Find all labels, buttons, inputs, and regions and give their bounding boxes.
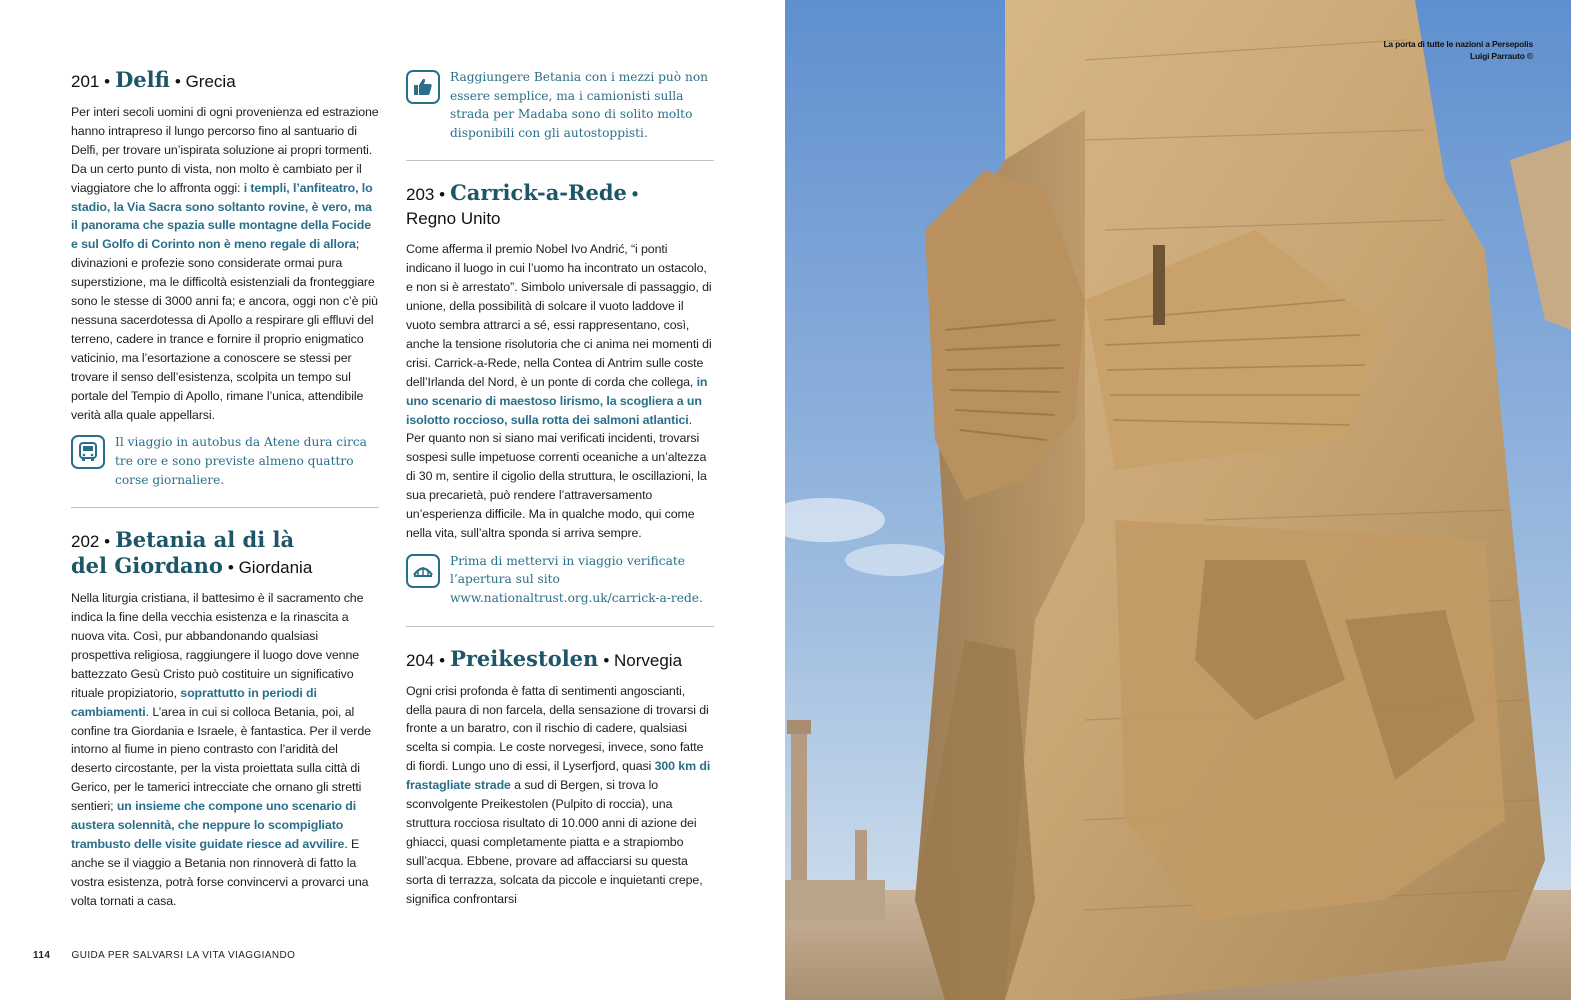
tip-text: Raggiungere Betania con i mezzi può non essere semplice, ma i camionisti sulla strada per Madaba sono di solito molto disponibili con gli autostoppisti. <box>450 70 709 140</box>
entry-country: Regno Unito <box>406 209 501 229</box>
entry-202-body: Nella liturgia cristiana, il battesimo è il sacramento che indica la fine della vecchia esistenza e la rinascita a nuova vita. Così, pur abbandonando qualsiasi prospettiva religiosa, raggiungere il luogo dove venne battezzato Gesù Cristo può costituire un significativo rituale propiziatorio, soprattutto in periodi di cambiamenti. L’area in cui si colloca Betania, poi, al confine tra Giordania e Israele, è fantastica. Per il verde intorno al fiume in pieno contrasto con l’aridità del deserto circostante, per la vista proiettata sulla città di Gerico, per le tamerici intrecciate che ornano gli stretti sentieri; un insieme che compone uno scenario di austera solennità, che neppure lo scompigliato trambusto delle visite guidate riesce ad avvilire. E anche se il viaggio a Betania non rinnoverà di fatto la vostra esistenza, potrà forse convincervi a provarci una volta tornati a casa. <box>71 591 371 908</box>
entry-country: • Grecia <box>174 72 236 91</box>
section-divider <box>406 160 714 161</box>
photo-caption <box>1383 38 1533 62</box>
tip-text: Prima di mettervi in viaggio verificate l’apertura sul sito www.nationaltrust.org.uk/carrick-a-rede. <box>450 553 703 606</box>
section-divider <box>71 507 379 508</box>
entry-title: Preikestolen <box>450 645 599 671</box>
highlight-text: 300 km di frastagliate strade <box>406 759 711 793</box>
column-2 <box>406 68 714 909</box>
entry-201-body: Per interi secoli uomini di ogni provenienza ed estrazione hanno intrapreso il lungo percorso fino al santuario di Delfi, per trovare un’ispirata soluzione ai propri tormenti. Da un certo punto di vista, non molto è cambiato per il viaggiatore che lo affronta oggi: i templi, l’anfiteatro, lo stadio, la Via Sacra sono soltanto rovine, è vero, ma il panorama che spazia sulle montagne della Focide e sul Golfo di Corinto non è meno regale di allora; divinazioni e profezie sono considerate ormai pura superstizione, ma le difficoltà esistenziali da fronteggiare sono le stesse di 3000 anni fa; e ancora, oggi non c’è più nessuna sacerdotessa di Apollo a respirare gli effluvi del terreno, cadere in trance e fornire il proprio enigmatico vaticinio, ma l’esortazione a conoscere se stessi per trovare il senso dell’esistenza, scolpita un tempo sul portale del Tempio di Apollo, rimane l’unica, attendibile verità alla quale appellarsi. <box>71 105 379 422</box>
entry-number: 203 • <box>406 185 446 205</box>
entry-201-tip <box>71 433 379 489</box>
entry-title-line1: Betania al di là <box>115 527 295 553</box>
entry-204-heading <box>406 647 714 673</box>
bridge-icon <box>406 554 440 588</box>
entry-203-heading <box>406 181 714 231</box>
page-number: 114 <box>33 950 51 961</box>
left-page <box>0 0 785 1000</box>
caption-line-1: La porta di tutte le nazioni a Persepolis <box>1383 39 1533 49</box>
entry-202-tip <box>406 68 714 142</box>
highlight-text: un insieme che compone uno scenario di austera solennità, che neppure lo scompigliato trambusto delle visite guidate riesce ad avvilire <box>71 799 357 851</box>
entry-202-heading <box>71 528 379 580</box>
entry-201-heading <box>71 68 379 94</box>
highlight-text: soprattutto in periodi di cambiamenti <box>71 685 317 719</box>
entry-title-line2: del Giordano <box>71 553 223 579</box>
entry-title-dot: • <box>631 184 639 205</box>
entry-number: 202 • <box>71 532 111 552</box>
entry-number: 201 • <box>71 72 111 91</box>
caption-line-2: Luigi Parrauto © <box>1469 51 1533 61</box>
entry-204-body: Ogni crisi profonda è fatta di sentimenti angoscianti, della paura di non farcela, della sensazione di trovarsi di fronte a un baratro, con il rischio di cadere, qualsiasi scelta si compia. Le coste norvegesi, invece, sono fatte di fiordi. Lungo uno di essi, il Lyserfjord, quasi 300 km di frastagliate strade a sud di Bergen, si trova lo sconvolgente Preikestolen (Pulpito di roccia), una struttura rocciosa risultato di 10.000 anni di azione dei ghiacci, quasi completamente piatta e a strapiombo sull’acqua. Ebbene, provare ad affacciarsi su questa sorta di terrazza, solcata da piccole e inquietanti crepe, significa confrontarsi <box>406 683 711 906</box>
highlight-text: in uno scenario di maestoso lirismo, la scogliera a un isolotto roccioso, sulla rotta dei salmoni atlantici <box>406 374 708 427</box>
entry-203-tip <box>406 552 714 608</box>
entry-title: Delfi <box>115 67 170 92</box>
thumbs-up-icon <box>406 70 440 104</box>
bus-icon <box>71 435 105 469</box>
entry-country: • Giordania <box>227 558 313 578</box>
photo-persepolis <box>785 0 1571 1000</box>
running-title: GUIDA PER SALVARSI LA VITA VIAGGIANDO <box>71 950 296 961</box>
highlight-text: i templi, l’anfiteatro, lo stadio, la Via Sacra sono soltanto rovine, è vero, ma il panorama che spazia sulle montagne della Focide e sul Golfo di Corinto non è meno regale di allora <box>71 180 373 252</box>
entry-country: • Norvegia <box>603 650 683 670</box>
entry-number: 204 • <box>406 650 446 670</box>
tip-text: Il viaggio in autobus da Atene dura circa tre ore e sono previste almeno quattro corse giornaliere. <box>115 435 367 487</box>
entry-title: Carrick-a-Rede <box>450 180 627 206</box>
photo-illustration <box>785 0 1571 1000</box>
entry-203-body: Come afferma il premio Nobel Ivo Andrić, “i ponti indicano il luogo in cui l’uomo ha incontrato un ostacolo, e non si è arrestato”. Simbolo universale di passaggio, di unione, della possibilità di solcare il vuoto laddove il vuoto sembra attrarci a sé, essi rappresentano, così, anche la tensione risolutoria che ci anima nei momenti di crisi. Carrick-a-Rede, nella Contea di Antrim sulle coste dell’Irlanda del Nord, è un ponte di corda che collega, in uno scenario di maestoso lirismo, la scogliera a un isolotto roccioso, sulla rotta dei salmoni atlantici. Per quanto non si siano mai verificati incidenti, trovarsi sospesi sulle impetuose correnti oceaniche a un’altezza di 30 m, sentire il cigolio della struttura, le oscillazioni, la sua precarietà, può rendere l’attraversamento un’esperienza difficile. Ma in qualche modo, qui come nella vita, sull’altra sponda si arriva sempre. <box>406 242 712 540</box>
page-footer <box>33 950 295 961</box>
column-1 <box>71 68 379 911</box>
section-divider <box>406 626 714 627</box>
